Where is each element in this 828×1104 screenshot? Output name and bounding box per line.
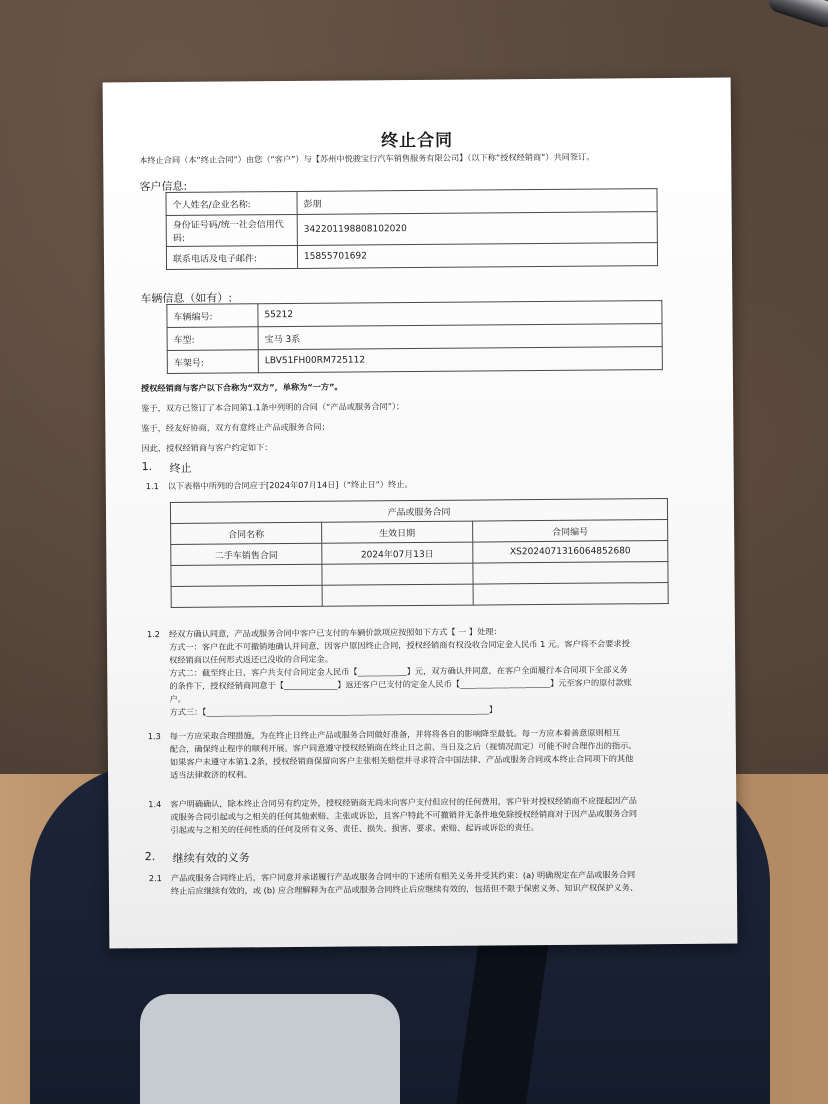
clause-1-2-line: 方式一：客户在此不可撤销地确认并同意，因客户原因终止合同，授权经销商有权没收合同定金人民币 1 元。客户将不会要求授 [169, 638, 630, 652]
table-row [167, 347, 662, 374]
shirt-cuff [140, 994, 400, 1104]
name-value: 彭朋 [297, 189, 657, 215]
table-row [171, 583, 668, 608]
clause-1-4-line: 或服务合同引起或与之相关的任何其他索赔、主张或诉讼，且客户特此不可撤销并无条件地免除授权经销商对于因产品或服务合同 [170, 808, 638, 822]
whereas-2: 鉴于，经友好协商，双方有意终止产品或服务合同； [141, 421, 330, 434]
cell: 2024年07月13日 [322, 542, 473, 564]
clause-1-2-line: 方式三：【_____________________________________________________________________】 [169, 704, 498, 717]
clause-1-1-text: 以下表格中所列的合同应于[2024年07月14日]（“终止日”）终止。 [167, 479, 413, 491]
section-1-number: 1. [141, 460, 153, 474]
table-row [166, 212, 657, 247]
section-1-title: 终止 [169, 461, 192, 475]
cell: 二手车销售合同 [171, 543, 322, 565]
clause-1-3-line: 适当法律救济的权利。 [170, 769, 252, 780]
clause-1-3-line: 配合，确保终止程序的顺利开展。客户同意遵守授权经销商在终止日之前、当日及之后（视情况而定）可能不时合理作出的指示。 [169, 740, 637, 754]
contact-value: 15855701692 [297, 243, 657, 269]
model-label: 车型: [167, 327, 258, 351]
cell: XS2024071316064852680 [473, 541, 668, 564]
header-number: 合同编号 [473, 520, 668, 543]
vehicle-info-heading: 车辆信息（如有）: [140, 291, 233, 306]
customer-info-heading: 客户信息: [139, 179, 188, 194]
section-2-title: 继续有效的义务 [172, 851, 250, 865]
document-title: 终止合同 [381, 130, 454, 152]
cell [171, 585, 322, 607]
vin-value: LBV51FH00RM725112 [258, 347, 662, 373]
clause-1-3-line: 每一方应采取合理措施，为在终止日终止产品或服务合同做好准备，并将将各自的影响降至最低。每一方应本着善意原则相互 [169, 727, 621, 741]
section-2-number: 2. [144, 850, 156, 864]
vehicle-info-table [166, 300, 663, 374]
whereas-1: 鉴于，双方已签订了本合同第1.1条中列明的合同（“产品或服务合同”）； [141, 401, 405, 414]
clause-2-1-number: 2.1 [148, 873, 162, 884]
clause-1-3-line: 如果客户未遵守本第1.2条，授权经销商保留向客户主张相关赔偿并寻求符合中国法律、产品或服务合同或本终止合同项下的其他 [169, 753, 634, 767]
contract-paper [103, 78, 738, 949]
clause-1-2-number: 1.2 [146, 629, 161, 640]
clause-1-1-number: 1.1 [145, 481, 159, 492]
therefore-paragraph: 因此，授权经销商与客户约定如下： [141, 442, 273, 454]
customer-info-table [165, 188, 658, 270]
header-date: 生效日期 [322, 521, 473, 543]
clause-1-2-line: 的条件下，授权经销商同意于【_____________】返还客户已支付的定金人民币【______________________】元至客户的原付款账 [169, 677, 632, 691]
clause-1-2-line: 户。 [169, 693, 186, 704]
clause-1-4-line: 引起或与之相关的任何性质的任何及所有义务、责任、损失、损害、要求、索赔、起诉或诉讼的责任。 [170, 822, 539, 835]
cell [322, 584, 473, 606]
clause-1-2-line: 权经销商以任何形式返还已没收的合同定金。 [169, 653, 333, 665]
model-value: 宝马 3系 [258, 324, 662, 350]
clause-1-3-number: 1.3 [147, 731, 161, 742]
parties-paragraph: 授权经销商与客户以下合称为“双方”，单称为“一方”。 [140, 381, 343, 394]
cell [171, 564, 322, 586]
clause-1-4-number: 1.4 [148, 799, 162, 810]
intro-paragraph: 本终止合同（本“终止合同”）由您（“客户”）与【苏州中悦骏宝行汽车销售服务有限公司】（以下称“授权经销商”）共同签订。 [139, 151, 595, 166]
clause-1-4-line: 客户明确确认，除本终止合同另有约定外，授权经销商无尚未向客户支付但应付的任何费用，客户针对授权经销商不应提起因产品 [170, 795, 638, 809]
id-value: 342201198808102020 [297, 212, 657, 246]
cell [473, 583, 668, 606]
pen [766, 0, 828, 30]
name-label: 个人姓名/企业名称: [166, 191, 297, 215]
clause-2-1-line: 终止后应继续有效的，或 (b) 应合理解释为在产品或服务合同终止后应继续有效的，包括但不限于保密义务、知识产权保护义务、 [170, 882, 639, 896]
id-label: 身份证号码/统一社会信用代码: [166, 214, 297, 246]
clause-1-2-line: 经双方确认同意，产品或服务合同中客户已支付的车辆价款项应按照如下方式【 一 】处理： [168, 626, 502, 639]
clause-1-2-line: 方式二：截至终止日，客户共支付合同定金人民币【____________】元，双方确认并同意，在客户全面履行本合同项下全部义务 [169, 664, 628, 678]
contact-label: 联系电话及电子邮件: [166, 245, 297, 269]
vin-label: 车架号: [167, 350, 258, 374]
table-caption: 产品或服务合同 [170, 499, 667, 524]
table-row [166, 243, 657, 270]
header-name: 合同名称 [171, 522, 322, 544]
contract-table [170, 498, 669, 608]
clause-2-1-line: 产品或服务合同终止后，客户同意并承诺履行产品或服务合同中的下述所有相关义务并受其约束：(a) 明确规定在产品或服务合同 [170, 869, 636, 883]
cell [322, 563, 473, 585]
cell [473, 562, 668, 585]
vehicle-no-label: 车辆编号: [167, 304, 258, 328]
vehicle-no-value: 55212 [258, 301, 662, 327]
